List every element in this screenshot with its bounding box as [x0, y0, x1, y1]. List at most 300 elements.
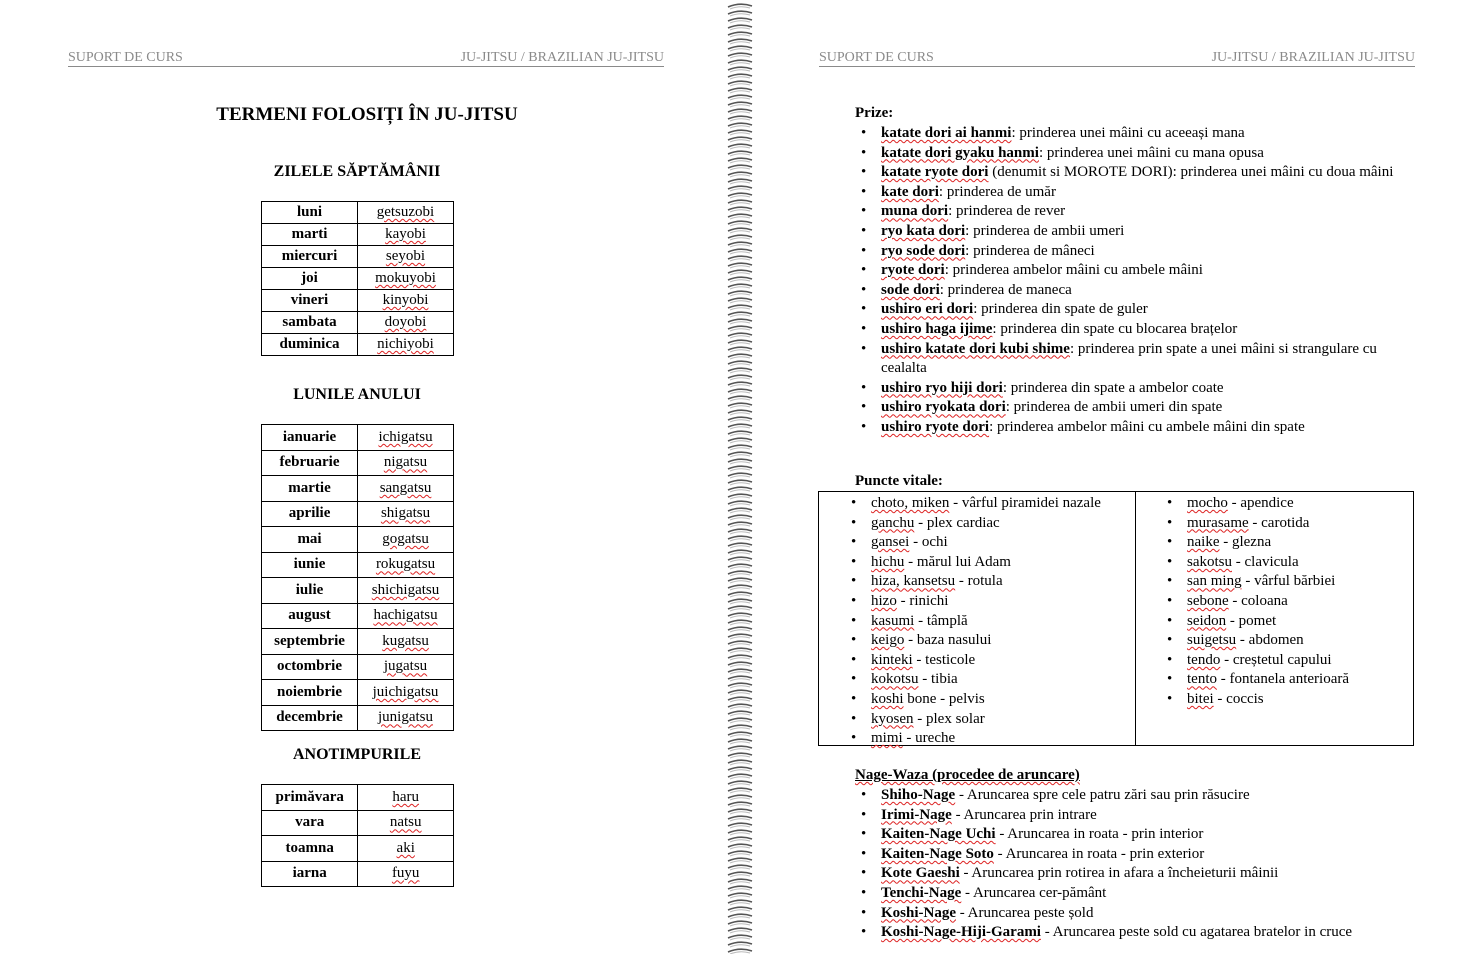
- list-item: [855, 884, 1415, 904]
- japanese-term-text: gogatsu: [382, 530, 429, 547]
- spiral-ring-shadow: [730, 231, 750, 233]
- japanese-term: [358, 450, 454, 476]
- description: : prinderea ambelor mâini cu ambele mâini din spate: [989, 418, 1305, 435]
- spiral-ring-shadow: [730, 833, 750, 835]
- list-item: [1161, 631, 1411, 651]
- japanese-term-text: getsuzobi: [376, 204, 435, 220]
- term: seidon: [1187, 612, 1227, 629]
- left-page: [0, 0, 720, 954]
- description: - tibia: [918, 671, 958, 688]
- list-item: [855, 904, 1415, 924]
- term: keigo: [871, 632, 905, 649]
- list-item: [1161, 690, 1411, 710]
- vital-col-2: [1161, 494, 1411, 710]
- japanese-term-text: sangatsu: [379, 479, 432, 496]
- spiral-ring-shadow: [730, 413, 750, 415]
- japanese-term: [358, 527, 454, 553]
- japanese-term: [358, 705, 454, 731]
- spiral-ring-shadow: [730, 217, 750, 219]
- spiral-ring-shadow: [730, 539, 750, 541]
- spiral-ring-shadow: [730, 56, 750, 58]
- nage-title-text: Nage-Waza (procedee de aruncare): [855, 767, 1080, 783]
- spiral-ring-shadow: [730, 651, 750, 653]
- term: san ming: [1187, 573, 1242, 590]
- spiral-ring-shadow: [730, 819, 750, 821]
- japanese-term: [357, 290, 453, 312]
- spiral-ring-shadow: [730, 560, 750, 562]
- table-row: [262, 334, 454, 356]
- spiral-ring-shadow: [730, 462, 750, 464]
- description: : prinderea de rever: [948, 203, 1066, 220]
- spiral-ring-shadow: [730, 910, 750, 912]
- spiral-ring-shadow: [730, 602, 750, 604]
- list-item: [1161, 572, 1411, 592]
- description: - Aruncarea in roata - prin exterior: [993, 845, 1205, 862]
- spiral-ring-shadow: [730, 588, 750, 590]
- spiral-ring-shadow: [730, 882, 750, 884]
- table-row: [262, 246, 454, 268]
- spiral-ring-shadow: [730, 805, 750, 807]
- list-item: [855, 845, 1415, 865]
- description: - creștetul capului: [1220, 651, 1332, 668]
- nage-title: [855, 767, 1080, 784]
- months-table: [261, 424, 454, 731]
- spiral-ring-shadow: [730, 350, 750, 352]
- spiral-ring-shadow: [730, 392, 750, 394]
- list-item: [855, 124, 1415, 144]
- spiral-ring-shadow: [730, 329, 750, 331]
- japanese-term: [358, 836, 454, 862]
- description: - Aruncarea in roata - prin interior: [995, 826, 1204, 843]
- seasons-table: [261, 784, 454, 887]
- table-row: [262, 450, 454, 476]
- term: naike: [1187, 534, 1220, 551]
- term: ushiro eri dori: [881, 301, 974, 318]
- spiral-ring-shadow: [730, 308, 750, 310]
- term: gansei: [871, 534, 910, 551]
- list-item: [1161, 514, 1411, 534]
- description: - Aruncarea peste sold cu agatarea bratelor in cruce: [1040, 924, 1353, 941]
- description: : prinderea unei mâini cu aceeași mana: [1011, 125, 1245, 141]
- romanian-term: vineri: [262, 290, 358, 312]
- vital-col-1: [845, 494, 1135, 749]
- spiral-ring-shadow: [730, 672, 750, 674]
- spiral-ring-shadow: [730, 903, 750, 905]
- list-item: [855, 144, 1415, 164]
- japanese-term-text: hachigatsu: [373, 607, 438, 624]
- list-item: [855, 222, 1415, 242]
- spiral-ring-shadow: [730, 924, 750, 926]
- table-row: [262, 785, 454, 811]
- list-item: [845, 514, 1135, 534]
- term: Shiho-Nage: [881, 787, 956, 803]
- japanese-term: [358, 425, 454, 451]
- romanian-term: sambata: [262, 312, 358, 334]
- japanese-term-text: natsu: [389, 814, 422, 831]
- japanese-term-text: mokuyobi: [375, 270, 436, 286]
- spiral-ring-shadow: [730, 826, 750, 828]
- spiral-ring-shadow: [730, 553, 750, 555]
- spiral-ring-shadow: [730, 945, 750, 947]
- romanian-term: februarie: [262, 450, 358, 476]
- spiral-ring-shadow: [730, 777, 750, 779]
- description: - baza nasului: [904, 632, 992, 649]
- spiral-ring-shadow: [730, 98, 750, 100]
- prize-title: Prize:: [855, 105, 894, 121]
- romanian-term: noiembrie: [262, 680, 358, 706]
- romanian-term: toamna: [262, 836, 358, 862]
- page-header-right: [819, 50, 1415, 67]
- list-item: [855, 261, 1415, 281]
- spiral-ring-shadow: [730, 665, 750, 667]
- spiral-ring-shadow: [730, 7, 750, 9]
- term: ushiro ryote dori: [881, 418, 990, 435]
- list-item: [845, 553, 1135, 573]
- term: sebone: [1187, 592, 1229, 609]
- column-divider: [1135, 492, 1136, 745]
- description: - Aruncarea peste șold: [956, 904, 1094, 921]
- term: koshi: [871, 690, 904, 707]
- list-item: [1161, 553, 1411, 573]
- list-item: [845, 533, 1135, 553]
- spiral-ring-shadow: [730, 686, 750, 688]
- list-item: [1161, 494, 1411, 514]
- spiral-ring-shadow: [730, 525, 750, 527]
- term: sode dori: [881, 281, 940, 298]
- spiral-ring-shadow: [730, 707, 750, 709]
- description: - carotida: [1248, 514, 1310, 531]
- japanese-term-text: doyobi: [384, 314, 427, 330]
- description: - coccis: [1213, 690, 1264, 707]
- table-row: [262, 629, 454, 655]
- spiral-ring-shadow: [730, 868, 750, 870]
- romanian-term: august: [262, 603, 358, 629]
- list-item: [855, 242, 1415, 262]
- spiral-ring-shadow: [730, 756, 750, 758]
- list-item: [855, 320, 1415, 340]
- japanese-term: [358, 603, 454, 629]
- spiral-ring-shadow: [730, 609, 750, 611]
- description: - Aruncarea prin rotirea in afara a încheieturii mâinii: [959, 865, 1279, 882]
- romanian-term: octombrie: [262, 654, 358, 680]
- spiral-ring-shadow: [730, 189, 750, 191]
- description: : prinderea de maneca: [939, 281, 1072, 298]
- description: bone - pelvis: [903, 690, 985, 707]
- spiral-ring-shadow: [730, 133, 750, 135]
- term: hiza, kansetsu: [871, 573, 956, 590]
- japanese-term: [358, 861, 454, 887]
- term: kasumi: [871, 612, 915, 629]
- description: - glezna: [1219, 534, 1272, 551]
- spiral-ring-shadow: [730, 49, 750, 51]
- spiral-ring-shadow: [730, 322, 750, 324]
- list-item: [855, 281, 1415, 301]
- nage-list: [855, 786, 1415, 943]
- description: - vârful piramidei nazale: [949, 495, 1101, 511]
- term: ganchu: [871, 514, 915, 531]
- romanian-term: septembrie: [262, 629, 358, 655]
- japanese-term-text: kinyobi: [382, 292, 429, 308]
- spiral-ring-shadow: [730, 287, 750, 289]
- spiral-ring-shadow: [730, 203, 750, 205]
- spiral-ring-shadow: [730, 21, 750, 23]
- japanese-term-text: junigatsu: [378, 709, 434, 726]
- term: ushiro haga ijime: [881, 320, 993, 337]
- romanian-term: iunie: [262, 552, 358, 578]
- list-item: [855, 418, 1415, 438]
- description: - rotula: [955, 573, 1003, 590]
- spiral-ring-shadow: [730, 497, 750, 499]
- japanese-term: [357, 312, 453, 334]
- description: - tâmplă: [914, 612, 968, 629]
- term: Koshi-Nage-Hiji-Garami: [881, 924, 1041, 941]
- spiral-ring-shadow: [730, 105, 750, 107]
- spiral-ring-shadow: [730, 399, 750, 401]
- japanese-term-text: kayobi: [385, 226, 426, 242]
- term: ushiro ryo hiji dori: [881, 379, 1003, 396]
- months-title: LUNILE ANULUI: [293, 386, 421, 403]
- table-row: [262, 861, 454, 887]
- term: kinteki: [871, 651, 913, 668]
- japanese-term: [357, 202, 453, 224]
- japanese-term-text: rokugatsu: [375, 556, 436, 573]
- spiral-ring-shadow: [730, 119, 750, 121]
- romanian-term: martie: [262, 476, 358, 502]
- description: - fontanela anterioară: [1217, 671, 1350, 688]
- spiral-ring-shadow: [730, 511, 750, 513]
- list-item: [855, 379, 1415, 399]
- description: - ochi: [909, 534, 948, 551]
- japanese-term: [358, 680, 454, 706]
- spiral-ring-shadow: [730, 224, 750, 226]
- spiral-ring-shadow: [730, 28, 750, 30]
- table-row: [262, 680, 454, 706]
- spiral-ring-shadow: [730, 140, 750, 142]
- romanian-term: luni: [262, 202, 358, 224]
- description: : prinderea unei mâini cu mana opusa: [1038, 144, 1264, 161]
- term: Irimi-Nage: [881, 806, 952, 823]
- list-item: [855, 202, 1415, 222]
- spiral-ring-shadow: [730, 112, 750, 114]
- description: - Aruncarea cer-pământ: [961, 884, 1107, 901]
- term: Kaiten-Nage Uchi: [881, 826, 996, 843]
- spiral-ring-shadow: [730, 847, 750, 849]
- japanese-term: [357, 246, 453, 268]
- japanese-term-text: nichiyobi: [377, 336, 434, 352]
- table-row: [262, 312, 454, 334]
- spiral-ring-shadow: [730, 721, 750, 723]
- spiral-ring-shadow: [730, 532, 750, 534]
- spiral-binding: [722, 0, 758, 954]
- spiral-ring-shadow: [730, 385, 750, 387]
- spiral-ring-shadow: [730, 441, 750, 443]
- term: katate dori ai hanmi: [881, 125, 1012, 141]
- spiral-ring-shadow: [730, 371, 750, 373]
- description: - rinichi: [896, 592, 949, 609]
- spiral-ring-shadow: [730, 147, 750, 149]
- table-row: [262, 705, 454, 731]
- term: tendo: [1187, 651, 1221, 668]
- term: mimi: [871, 730, 903, 747]
- japanese-term: [358, 501, 454, 527]
- japanese-term-text: juichigatsu: [372, 683, 439, 700]
- list-item: [855, 864, 1415, 884]
- japanese-term: [358, 810, 454, 836]
- table-row: [262, 810, 454, 836]
- spiral-ring-shadow: [730, 70, 750, 72]
- term: murasame: [1187, 514, 1249, 531]
- romanian-term: iarna: [262, 861, 358, 887]
- spiral-ring-shadow: [730, 735, 750, 737]
- term: kate dori: [881, 183, 939, 200]
- description: - plex solar: [913, 710, 985, 727]
- spiral-ring-shadow: [730, 574, 750, 576]
- spiral-ring-shadow: [730, 483, 750, 485]
- romanian-term: joi: [262, 268, 358, 290]
- page-header-left: [68, 50, 664, 67]
- spiral-ring-shadow: [730, 455, 750, 457]
- list-item: [855, 398, 1415, 418]
- japanese-term: [358, 654, 454, 680]
- table-row: [262, 552, 454, 578]
- spiral-ring-shadow: [730, 749, 750, 751]
- japanese-term-text: aki: [396, 839, 415, 856]
- japanese-term: [358, 552, 454, 578]
- spiral-ring-shadow: [730, 378, 750, 380]
- table-row: [262, 578, 454, 604]
- japanese-term: [357, 224, 453, 246]
- japanese-term-text: ichigatsu: [378, 428, 433, 445]
- japanese-term-text: nigatsu: [383, 454, 428, 471]
- spiral-ring-shadow: [730, 728, 750, 730]
- spiral-ring-shadow: [730, 742, 750, 744]
- page-title: TERMENI FOLOSIȚI ÎN JU-JITSU: [216, 104, 518, 125]
- list-item: [845, 494, 1135, 514]
- table-row: [262, 268, 454, 290]
- term: muna dori: [881, 203, 949, 220]
- list-item: [1161, 592, 1411, 612]
- spiral-ring-shadow: [730, 546, 750, 548]
- term: Kote Gaeshi: [881, 865, 960, 882]
- term: choto, miken: [871, 495, 950, 511]
- term: Koshi-Nage: [881, 904, 956, 921]
- spiral-ring-shadow: [730, 938, 750, 940]
- spiral-ring-shadow: [730, 791, 750, 793]
- spiral-ring-shadow: [730, 448, 750, 450]
- table-row: [262, 476, 454, 502]
- table-row: [262, 425, 454, 451]
- spiral-ring-shadow: [730, 273, 750, 275]
- japanese-term-text: haru: [392, 788, 420, 805]
- table-row: [262, 224, 454, 246]
- spiral-ring-shadow: [730, 301, 750, 303]
- header-right-text: JU-JITSU / BRAZILIAN JU-JITSU: [460, 50, 664, 65]
- description: : prinderea de mâneci: [965, 242, 1095, 259]
- description: - Aruncarea prin intrare: [951, 806, 1097, 823]
- spiral-ring-shadow: [730, 917, 750, 919]
- romanian-term: aprilie: [262, 501, 358, 527]
- list-item: [1161, 651, 1411, 671]
- spiral-ring-shadow: [730, 406, 750, 408]
- description: : prinderea de umăr: [938, 183, 1056, 200]
- spiral-ring-shadow: [730, 245, 750, 247]
- spiral-ring-shadow: [730, 84, 750, 86]
- romanian-term: miercuri: [262, 246, 358, 268]
- spiral-ring-shadow: [730, 280, 750, 282]
- list-item: [845, 710, 1135, 730]
- spiral-ring-shadow: [730, 931, 750, 933]
- spiral-ring-shadow: [730, 364, 750, 366]
- romanian-term: ianuarie: [262, 425, 358, 451]
- spiral-ring-shadow: [730, 854, 750, 856]
- romanian-term: iulie: [262, 578, 358, 604]
- table-row: [262, 501, 454, 527]
- list-item: [845, 670, 1135, 690]
- spiral-ring-shadow: [730, 616, 750, 618]
- list-item: [845, 572, 1135, 592]
- spiral-ring-shadow: [730, 784, 750, 786]
- japanese-term-text: seyobi: [385, 248, 426, 264]
- description: - abdomen: [1236, 632, 1304, 649]
- spiral-ring-shadow: [730, 77, 750, 79]
- vital-title: Puncte vitale:: [855, 473, 943, 489]
- vital-points-table: [818, 491, 1414, 746]
- description: : prinderea din spate a ambelor coate: [1002, 379, 1224, 396]
- term: kyosen: [871, 710, 914, 727]
- romanian-term: vara: [262, 810, 358, 836]
- spiral-ring-shadow: [730, 861, 750, 863]
- description: - plex cardiac: [914, 514, 1000, 531]
- spiral-ring-shadow: [730, 658, 750, 660]
- term: katate dori gyaku hanmi: [881, 144, 1039, 161]
- spiral-ring-shadow: [730, 812, 750, 814]
- spiral-ring-shadow: [730, 476, 750, 478]
- spiral-ring-shadow: [730, 896, 750, 898]
- spiral-ring-shadow: [730, 518, 750, 520]
- description: - clavicula: [1232, 553, 1299, 570]
- spiral-ring-shadow: [730, 266, 750, 268]
- spiral-ring-shadow: [730, 182, 750, 184]
- list-item: [855, 825, 1415, 845]
- spiral-ring-shadow: [730, 434, 750, 436]
- spiral-ring-shadow: [730, 35, 750, 37]
- spiral-ring-shadow: [730, 714, 750, 716]
- list-item: [855, 806, 1415, 826]
- description: : prinderea din spate de guler: [973, 301, 1148, 318]
- description: : prinderea ambelor mâini cu ambele mâini: [944, 262, 1203, 279]
- spiral-ring-shadow: [730, 63, 750, 65]
- list-item: [845, 690, 1135, 710]
- description: - Aruncarea spre cele patru zări sau prin răsucire: [955, 787, 1250, 803]
- spiral-ring-shadow: [730, 91, 750, 93]
- spiral-ring-shadow: [730, 154, 750, 156]
- japanese-term-text: shigatsu: [380, 505, 431, 522]
- list-item: [855, 183, 1415, 203]
- romanian-term: marti: [262, 224, 358, 246]
- romanian-term: primăvara: [262, 785, 358, 811]
- spiral-ring-shadow: [730, 357, 750, 359]
- spiral-ring-shadow: [730, 693, 750, 695]
- term: Tenchi-Nage: [881, 884, 962, 901]
- description: - mărul lui Adam: [904, 553, 1011, 570]
- description: - pomet: [1226, 612, 1277, 629]
- japanese-term: [358, 629, 454, 655]
- description: : prinderea de ambii umeri din spate: [1005, 399, 1223, 416]
- spiral-ring-shadow: [730, 623, 750, 625]
- table-row: [262, 603, 454, 629]
- spiral-ring-shadow: [730, 126, 750, 128]
- japanese-term-text: jugatsu: [383, 658, 428, 675]
